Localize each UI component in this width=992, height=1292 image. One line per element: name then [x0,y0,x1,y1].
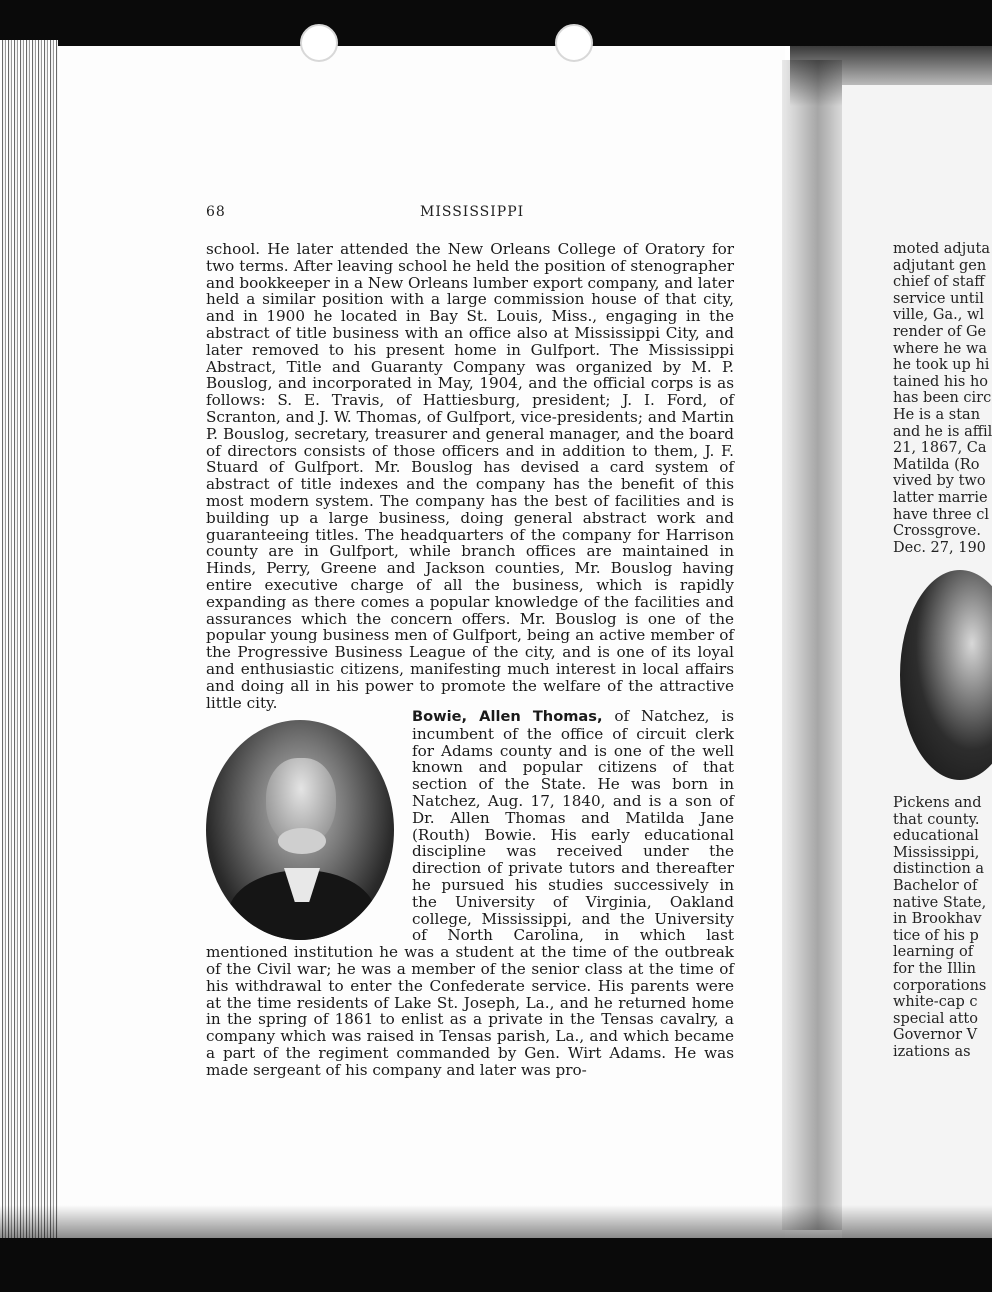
facing-line: special atto [893,1010,978,1027]
facing-line: white-cap c [893,994,978,1011]
facing-line: he took up hi [893,357,990,374]
facing-line: Dec. 27, 190 [893,539,986,556]
facing-line: Governor V [893,1027,978,1044]
facing-line: adjutant gen [893,257,987,274]
facing-line: that county. [893,811,980,828]
facing-line: in Brookhav [893,911,982,928]
facing-line: vived by two [893,473,986,490]
facing-line: tained his ho [893,373,989,390]
facing-line: corporations [893,977,987,994]
facing-line: moted adjuta [893,241,991,257]
facing-line: izations as [893,1043,971,1060]
running-head: MISSISSIPPI [420,204,525,220]
facing-line: He is a stan [893,406,981,423]
facing-line: has been circ [893,390,992,407]
facing-line: render of Ge [893,323,987,340]
binding-hole-right [555,24,593,62]
facing-line: Mississippi, [893,844,980,861]
facing-line: have three cl [893,506,989,523]
facing-line: learning of [893,944,974,961]
facing-page-column-bottom [893,795,992,1061]
facing-line: Matilda (Ro [893,456,980,473]
portrait-moustache [278,828,326,854]
facing-line: 21, 1867, Ca [893,440,987,457]
bio-text: of Natchez, is incumbent of the office of circuit clerk for Adams county and is one of the well known and popular citizens of that section of the State. He was born in Natchez, Aug. 17, 1840, and is a son of Dr. Allen Thomas and Matilda Jane (Routh) Bowie. His early educational discipline was received under the direction of private tutors and thereafter he pursued his studies successively in the University of Virginia, Oakland college, Mississippi, and the University of North Carolina, in which last mentioned institution he was a student at the time of the outbreak of the Civil war; he was a member of the senior class at the time of his withdrawal to enter the Confederate service. His parents were at the time residents of Lake St. Joseph, La., and he returned home in the spring of 1861 to enlist as a private in the Tensas cavalry, a company which was raised in Tensas parish, La., and which became a part of the regiment commanded by Gen. Wirt Adams. He was made sergeant of his company and later was pro- [206,707,735,1079]
facing-line: and he is affil [893,423,992,440]
facing-line: ville, Ga., wl [893,307,985,324]
biography-bowie [206,708,734,1079]
page-number: 68 [206,204,226,220]
binding-hole-left [300,24,338,62]
facing-line: native State, [893,894,987,911]
scan-top-border [0,0,992,46]
facing-line: Crossgrove. [893,523,981,540]
facing-line: latter marrie [893,489,988,506]
facing-line: service until [893,290,984,307]
facing-line: for the Illin [893,960,976,977]
facing-line: where he wa [893,340,988,357]
facing-line: chief of staff [893,274,985,291]
facing-line: tice of his p [893,927,979,944]
facing-line: distinction a [893,861,985,878]
book-gutter [782,60,842,1230]
facing-page-column-top [893,241,992,556]
scan-bottom-border [0,1238,992,1292]
book-page-edges [0,40,58,1245]
facing-line: Pickens and [893,795,982,811]
paragraph-bouslog: school. He later attended the New Orleans College of Oratory for two terms. After leaving school he held the position of stenographer and bookkeeper in a New Orleans lumber export company, and later held a similar position with a large commission house of that city, and in 1900 he located in Bay St. Louis, Miss., engaging in the abstract of title business with an office also at Mississippi City, and later removed to his present home in Gulfport. The Mississippi Abstract, Title and Guaranty Company was organized by M. P. Bouslog, and incorporated in May, 1904, and the official corps is as follows: S. E. Travis, of Hattiesburg, president; J. I. Ford, of Scranton, and J. W. Thomas, of Gulfport, vice-presidents; and Martin P. Bouslog, secretary, treasurer and general manager, and the board of directors consists of those officers and in addition to them, J. F. Stuard of Gulfport. Mr. Bouslog has devised a card system of abstract of title indexes and the company has the benefit of this most modern system. The company has the best of facilities and is building up a large business, doing general abstract work and guaranteeing titles. The headquarters of the company for Harrison county are in Gulfport, while branch offices are maintained in Hinds, Perry, Greene and Jackson counties, Mr. Bouslog having entire executive charge of all the business, which is rapidly expanding as there comes a popular knowledge of the facilities and assurances which the concern offers. Mr. Bouslog is one of the popular young business men of Gulfport, being an active member of the Progressive Business League of the city, and is one of its loyal and enthusiastic citizens, manifesting much interest in local affairs and doing all in his power to promote the welfare of the attractive little city. [206,240,734,712]
facing-line: Bachelor of [893,877,978,894]
portrait-photo [206,720,394,940]
facing-line: educational [893,828,979,845]
bio-name: Bowie, Allen Thomas, [412,708,603,725]
